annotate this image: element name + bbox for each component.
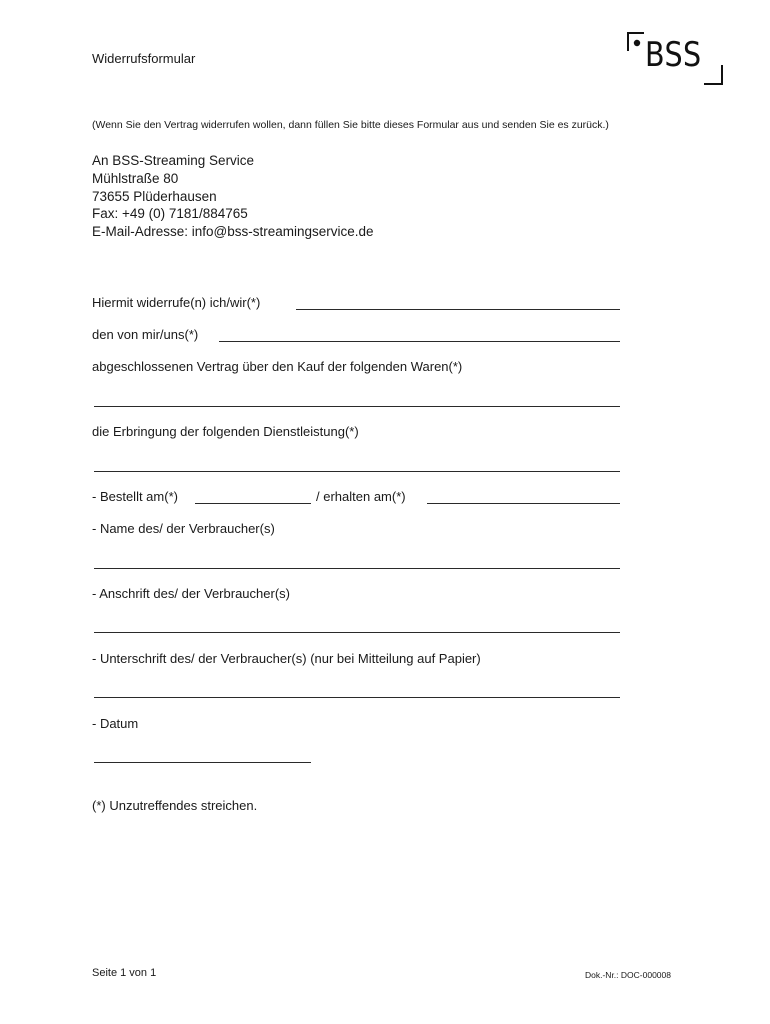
page-number: Seite 1 von 1 <box>92 967 157 979</box>
received-label: / erhalten am(*) <box>316 489 406 504</box>
contract-label: den von mir/uns(*) <box>92 327 199 342</box>
address-line: An BSS-Streaming Service <box>92 153 255 168</box>
revoke-label: Hiermit widerrufe(n) ich/wir(*) <box>92 295 261 310</box>
logo-text: BSS <box>645 35 702 75</box>
service-input-line[interactable] <box>94 471 620 472</box>
footnote: (*) Unzutreffendes streichen. <box>92 798 258 813</box>
ordered-label: - Bestellt am(*) <box>92 489 178 504</box>
document-number: Dok.-Nr.: DOC-000008 <box>585 970 671 980</box>
address-line: E-Mail-Adresse: info@bss-streamingservice.de <box>92 224 374 240</box>
revoke-input-line[interactable] <box>296 309 620 310</box>
document-title: Widerrufsformular <box>92 51 196 66</box>
signature-label: - Unterschrift des/ der Verbraucher(s) (nur bei Mitteilung auf Papier) <box>92 651 481 666</box>
address-line: Mühlstraße 80 <box>92 170 179 186</box>
contract-input-line[interactable] <box>219 341 620 342</box>
instruction-note: (Wenn Sie den Vertrag widerrufen wollen, dann füllen Sie bitte dieses Formular aus und senden Sie es zurück.) <box>92 119 609 131</box>
ordered-date-input-line[interactable] <box>195 503 311 504</box>
address-line: Fax: +49 (0) 7181/884765 <box>92 206 248 222</box>
consumer-name-input-line[interactable] <box>94 568 620 569</box>
goods-input-line[interactable] <box>94 406 620 407</box>
consumer-address-label: - Anschrift des/ der Verbraucher(s) <box>92 586 290 601</box>
consumer-name-label: - Name des/ der Verbraucher(s) <box>92 521 275 536</box>
goods-label: abgeschlossenen Vertrag über den Kauf der folgenden Waren(*) <box>92 359 463 374</box>
signature-input-line[interactable] <box>94 697 620 698</box>
recipient-address <box>92 152 374 241</box>
service-label: die Erbringung der folgenden Dienstleistung(*) <box>92 424 359 439</box>
received-date-input-line[interactable] <box>427 503 620 504</box>
consumer-address-input-line[interactable] <box>94 632 620 633</box>
date-input-line[interactable] <box>94 762 311 763</box>
address-line: 73655 Plüderhausen <box>92 188 217 204</box>
date-label: - Datum <box>92 716 139 731</box>
bss-logo <box>626 31 724 87</box>
